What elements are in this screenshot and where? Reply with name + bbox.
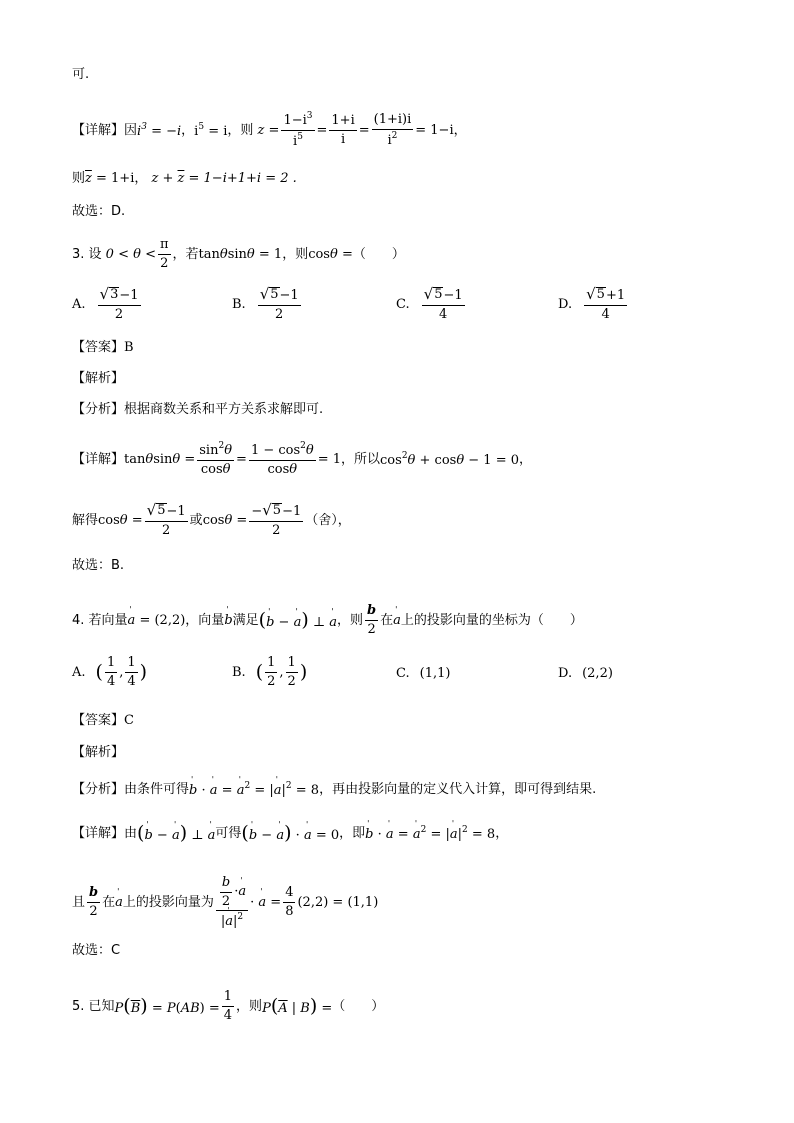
- solution-tag: 【详解】: [72, 122, 125, 138]
- analysis-tag-line: 【解析】: [72, 371, 125, 386]
- solution-line: 且 $\frac{b}{2}$ 在 ' a 上的投影向量为 $\frac{b}{2}$ · ' a |' $a|^2$ · ' a = $\frac{4}{8}$ (2,2) = (1,1): [72, 876, 378, 929]
- answer-choice-line: 故选：B.: [72, 558, 125, 573]
- solution-line: 【详解】 tanθsinθ = $\frac{\sin^2\theta}{\cos\theta}$ = $\frac{1 - \cos^2\theta}{\cos\theta}$ = 1 ，所以 $\cos^2\theta + \cos\theta - 1 = 0$ ，: [72, 441, 533, 477]
- option-3b[interactable]: B. √ 5 −1 2: [232, 285, 299, 322]
- option-4c[interactable]: C. (1,1): [396, 666, 451, 681]
- answer-choice-line: 故选：D.: [72, 204, 126, 219]
- analysis-tag-line: 【解析】: [72, 745, 125, 760]
- option-3c[interactable]: C. √ 5 −1 4: [396, 285, 463, 322]
- analysis-line: 【分析】 根据商数关系和平方关系求解即可.: [72, 402, 324, 417]
- solution-line: 解得 cosθ = √ 5 −1 2 或 cosθ = − √ 5 −1 2 （舍），: [72, 501, 351, 538]
- solution-line: 【详解】 由 (' b − ' a) ⊥ ' a 可得 (' b − ' a) · ' a = 0 ，即 ' b · ' a = ' $a^2$ = |' $a|^2 = 8$ ，: [72, 824, 508, 843]
- solution-line: 【详解】 因 $i^3 = -i$ ， $i^5 = i$ ，则 z = $\frac{1-i^3}{i^5}$ = $\frac{1+i}{i}$ = $\frac{(1+i)i}{i^2}$ = 1−i ，: [72, 111, 467, 149]
- option-4d[interactable]: D. (2,2): [558, 666, 613, 681]
- answer-line: 【答案】 C: [72, 713, 134, 728]
- text-line: 可.: [72, 67, 90, 82]
- question-4: 4. 若向量 ' a = (2,2) ，向量 ' b 满足 (' b − ' a) ⊥ ' a ，则 $\frac{b}{2}$ 在 ' a 上的投影向量的坐标为（ ）: [72, 604, 583, 636]
- option-4a[interactable]: A. ( $\frac{1}{4}$ , $\frac{1}{4}$ ): [72, 655, 148, 689]
- option-3d[interactable]: D. √ 5 +1 4: [558, 285, 626, 322]
- question-5: 5. 已知 P(B) = P(AB) = $\frac{1}{4}$ ，则 P(A | B) = （ ）: [72, 989, 385, 1023]
- option-3a[interactable]: A. √ 3 −1 2: [72, 285, 139, 322]
- analysis-line: 【分析】 由条件可得 ' b · ' a = ' $a^2$ = |' $a|^2 = 8$ ，再由投影向量的定义代入计算，即可得到结果.: [72, 782, 596, 797]
- option-4b[interactable]: B. ( $\frac{1}{2}$ , $\frac{1}{2}$ ): [232, 655, 308, 689]
- answer-choice-line: 故选：C: [72, 943, 121, 958]
- question-3: 3. 设 0 < θ < $\frac{\pi}{2}$ ，若 tanθsinθ = 1 ，则 cosθ = （ ）: [72, 237, 405, 271]
- answer-line: 【答案】 B: [72, 340, 134, 355]
- solution-line: 则 z = 1+i ， z + z = 1−i+1+i = 2 .: [72, 171, 297, 186]
